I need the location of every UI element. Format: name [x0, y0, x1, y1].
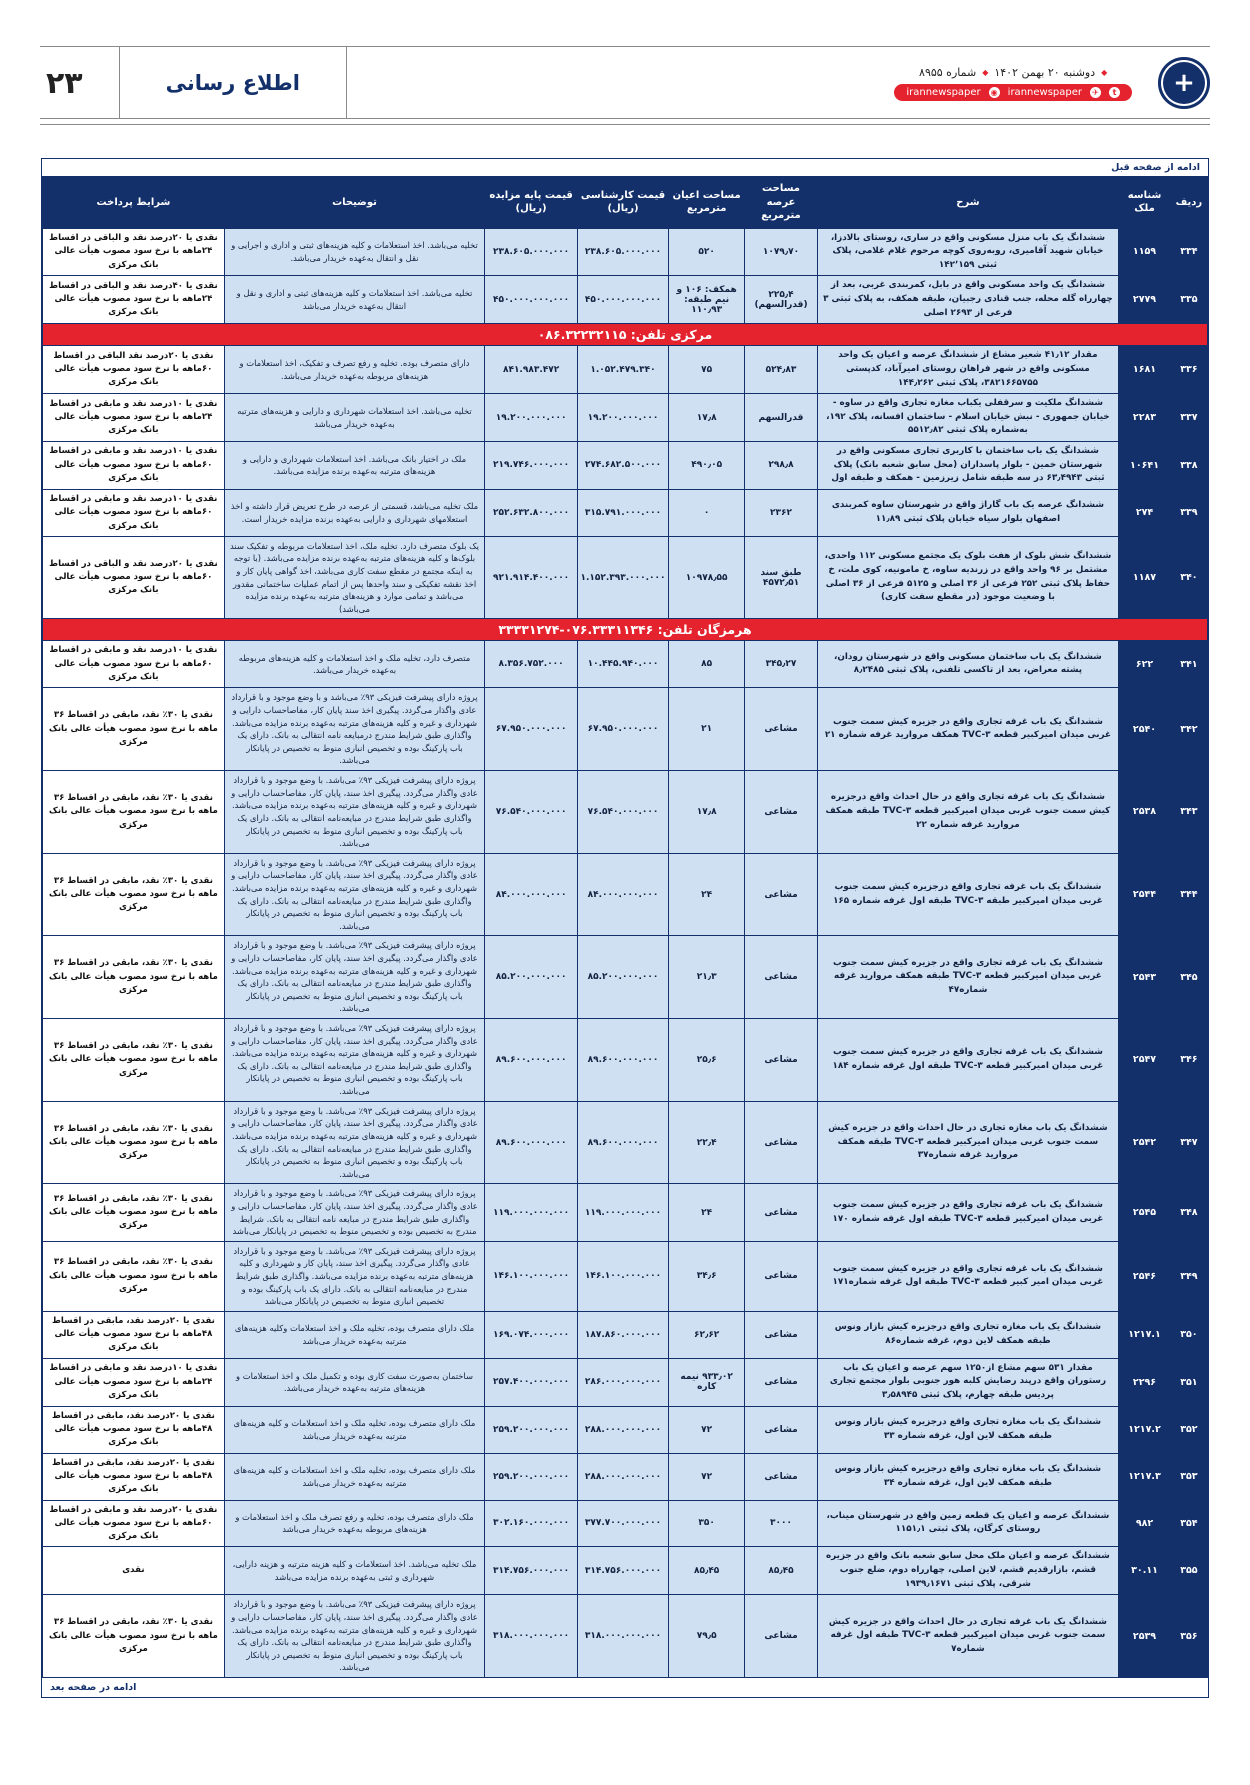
cell-radif: ۳۳۸	[1170, 442, 1207, 490]
cell-arseh: مشاعی	[745, 1358, 817, 1406]
cell-notes: متصرف دارد، تخلیه ملک و اخذ استعلامات و کلیه هزینه‌های مربوطه به‌عهده خریدار می‌باشد.	[224, 641, 484, 688]
table-row	[43, 936, 1208, 1019]
cell-desc: ششدانگ عرصه و اعیان یک قطعه زمین واقع در شهرستان میناب، روستای کرگان، پلاک ثبتی ۱۱۵۱٫۱	[817, 1500, 1119, 1547]
cell-payment: نقدی یا ۲۰درصد نقد، مابقی در اقساط ۴۸ماهه با نرخ سود مصوب هیأت عالی بانک مرکزی	[43, 1453, 225, 1500]
cell-radif: ۳۴۱	[1170, 641, 1207, 688]
cell-notes: تخلیه می‌باشد. اخذ استعلامات و کلیه هزینه‌های ثبتی و اداری و اجرایی و نقل و انتقال به‌عهده خریدار می‌باشد.	[224, 228, 484, 276]
cell-price-base: ۸۹.۶۰۰.۰۰۰.۰۰۰	[485, 1101, 578, 1184]
cell-ayan: ۲۴	[668, 853, 744, 936]
col-expert-price: قیمت کارشناسی (ریال)	[578, 177, 669, 229]
diamond-icon: ◆	[1101, 67, 1108, 77]
col-notes: توضیحات	[224, 177, 484, 229]
cell-prop-id: ۹۸۲	[1119, 1500, 1171, 1547]
table-row	[43, 1311, 1208, 1358]
cell-notes: تخلیه می‌باشد. اخذ استعلامات و کلیه هزینه‌های ثبتی و اداری و نقل و انتقال به‌عهده خریدار می‌باشد	[224, 276, 484, 324]
cell-notes: پروژه دارای پیشرفت فیزیکی ۹۳٪ می‌باشد. با وضع موجود و با قرارداد عادی واگذار می‌گردد. پیگیری اخذ سند، پایان کار، مفاصاحساب دارایی و شهرداری و غیره و کلیه هزینه‌های مترتبه به‌عهده برنده مزایده می‌باشد. واگذاری طبق شرایط مندرج در مبایعه‌نامه انتقالی به بانک. دارای یک باب پارکینگ بوده و تخصیص انباری منوط به تخصیص در پایانکار می‌باشد.	[224, 771, 484, 854]
cell-desc: ششدانگ یک باب ساختمان با کاربری تجاری مسکونی واقع در شهرستان خمین - بلوار پاسداران (محل سابق شعبه بانک) پلاک ثبتی ۶۳٫۴۹۴۳ در سه طبقه شامل زیرزمین - همکف و طبقه اول	[817, 442, 1119, 490]
cell-radif: ۳۴۲	[1170, 688, 1207, 771]
cell-desc: ششدانگ عرصه و اعیان ملک محل سابق شعبه بانک واقع در جزیره قشم، بازارقدیم قشم، لاین اصلی، چهارراه دوم، ضلع جنوب شرقی، پلاک ثبتی ۱۹۳۹٫۱۶۷۱	[817, 1547, 1119, 1595]
cell-radif: ۳۴۴	[1170, 853, 1207, 936]
cell-price-base: ۶۷.۹۵۰.۰۰۰.۰۰۰	[485, 688, 578, 771]
cell-price-expert: ۳۱۴.۷۵۶.۰۰۰.۰۰۰	[578, 1547, 669, 1595]
cell-radif: ۳۴۳	[1170, 771, 1207, 854]
cell-notes: پروژه دارای پیشرفت فیزیکی ۹۳٪ می‌باشد و با وضع موجود و با قرارداد عادی واگذار می‌گردد. پیگیری اخذ سند پایان کار، مفاصاحساب دارایی و شهرداری و غیره و کلیه هزینه‌های مترتبه به‌عهده برنده مزایده می‌باشد. واگذاری طبق شرایط مندرج درمبایعه نامه انتقالی به بانک. دارای یک باب پارکینگ بوده و تخصیص انباری منوط به تخصیص در پایانکار می‌باشد.	[224, 688, 484, 771]
cell-arseh: مشاعی	[745, 688, 817, 771]
cell-notes: ملک تخلیه می‌باشد. اخذ استعلامات و کلیه هزینه مترتبه و هزینه دارایی، شهرداری و ثبتی به‌عهده برنده مزایده می‌باشد	[224, 1547, 484, 1595]
cell-radif: ۳۴۰	[1170, 536, 1207, 619]
cell-notes: ملک دارای متصرف بوده، تخلیه و رفع تصرف ملک و اخذ استعلامات و هزینه‌های مربوطه به‌عهده خریدار می‌باشد	[224, 1500, 484, 1547]
table-row	[43, 1184, 1208, 1241]
auction-table-container	[41, 158, 1209, 1698]
cell-notes: یک بلوک متصرف دارد. تخلیه ملک، اخذ استعلامات مربوطه و تفکیک سند بلوک‌ها و کلیه هزینه‌های مترتبه به‌عهده برنده مزایده می‌باشد. (با توجه به اینکه مجتمع در مقطع سفت کاری می‌باشد، اخذ گواهی پایان کار و اخذ نقشه تفکیکی و سند واحدها پس از اتمام عملیات ساختمانی مقدور می‌باشد و تمامی موارد و هزینه‌های مترتبه به‌عهده برنده مزایده می‌باشد)	[224, 536, 484, 619]
table-header-row	[43, 177, 1208, 229]
cell-desc: ششدانگ شش بلوک از هفت بلوک یک مجتمع مسکونی ۱۱۲ واحدی، مشتمل بر ۹۶ واحد واقع در زرندیه ساوه، خ مامونیه، کوی ملت، خ حفاظ پلاک ثبتی ۲۵۲ فرعی از ۳۶ اصلی و ۵۱۲۵ فرعی از ۳۶ اصلی با وضعیت موجود (در مقطع سفت کاری)	[817, 536, 1119, 619]
cell-ayan: ۴۹۰٫۰۵	[668, 442, 744, 490]
cell-price-base: ۹۲۱.۹۱۴.۴۰۰.۰۰۰	[485, 536, 578, 619]
page-number: ۲۳	[46, 65, 83, 101]
cell-prop-id: ۱۱۸۷	[1119, 536, 1171, 619]
cell-payment: نقدی یا ۲۰درصد نقد و الباقی در اقساط ۶۰ماهه با نرخ سود مصوب هیأت عالی بانک مرکزی	[43, 536, 225, 619]
cell-arseh: ۲۳۶۲	[745, 489, 817, 536]
cell-ayan: ۱۷٫۸	[668, 771, 744, 854]
cell-prop-id: ۲۵۴۷	[1119, 1019, 1171, 1102]
cell-price-base: ۱۴۶.۱۰۰.۰۰۰.۰۰۰	[485, 1241, 578, 1311]
cell-price-expert: ۸۴.۰۰۰.۰۰۰.۰۰۰	[578, 853, 669, 936]
cell-price-base: ۷۶.۵۴۰.۰۰۰.۰۰۰	[485, 771, 578, 854]
telegram-icon: ✈	[1090, 87, 1101, 98]
cell-arseh: مشاعی	[745, 1241, 817, 1311]
iran-newspaper-logo-icon	[1158, 57, 1210, 109]
table-row	[43, 346, 1208, 394]
weekday-date: دوشنبه ۲۰ بهمن ۱۴۰۲	[994, 65, 1096, 79]
cell-price-expert: ۱۹.۲۰۰.۰۰۰.۰۰۰	[578, 394, 669, 442]
continued-next-label: ادامه در صفحه بعد	[50, 1681, 137, 1693]
cell-arseh: مشاعی	[745, 771, 817, 854]
cell-arseh: ۳۴۵٫۲۷	[745, 641, 817, 688]
cell-ayan: ۲۱	[668, 688, 744, 771]
cell-arseh: مشاعی	[745, 853, 817, 936]
cell-ayan: ۵۲۰	[668, 228, 744, 276]
cell-price-base: ۱۱۹.۰۰۰.۰۰۰.۰۰۰	[485, 1184, 578, 1241]
cell-desc: ششدانگ عرصه یک باب گاراژ واقع در شهرستان ساوه کمربندی اصفهان بلوار سیاه خیابان پلاک ثبتی ۱۱٫۸۹	[817, 489, 1119, 536]
cell-price-base: ۲۵۲.۶۳۲.۸۰۰.۰۰۰	[485, 489, 578, 536]
cell-notes: پروژه دارای پیشرفت فیزیکی ۹۳٪ می‌باشد. با وضع موجود و با قرارداد عادی واگذار می‌گردد. پیگیری اخذ سند، پایان کار، مفاصاحساب دارایی و شهرداری و غیره و کلیه هزینه‌های مترتبه به‌عهده برنده مزایده می‌باشد. واگذاری طبق شرایط مندرج در مبایعه‌نامه انتقالی به بانک. دارای یک باب پارکینگ بوده و تخصیص انباری منوط به تخصیص در پایانکار می‌باشد.	[224, 1595, 484, 1678]
cell-ayan: ۶۲٫۶۲	[668, 1311, 744, 1358]
cell-price-expert: ۱.۰۵۲.۴۷۹.۳۴۰	[578, 346, 669, 394]
table-row	[43, 641, 1208, 688]
region-phone-banner: مرکزی تلفن: ۰۸۶.۳۲۲۳۲۱۱۵	[43, 324, 1208, 346]
table-row	[43, 853, 1208, 936]
cell-desc: ششدانگ یک باب غرفه تجاری واقع درجزیره کیش سمت جنوب غربی میدان امیرکبیر طبقه TVC-۳ طبقه اول غرفه شماره ۱۶۵	[817, 853, 1119, 936]
cell-ayan: ۷۲	[668, 1406, 744, 1453]
cell-arseh: طبق سند ۴۵۷۲٫۵۱	[745, 536, 817, 619]
cell-payment: نقدی یا ۳۰٪ نقد، مابقی در اقساط ۳۶ ماهه با نرخ سود مصوب هیأت عالی بانک مرکزی	[43, 853, 225, 936]
cell-arseh: مشاعی	[745, 936, 817, 1019]
cell-desc: ششدانگ یک باب مغازه تجاری در حال احداث واقع در جزیره کیش سمت جنوب غربی میدان امیرکبیر قطعه TVC-۳ طبقه همکف مروارید غرفه شماره۳۷	[817, 1101, 1119, 1184]
cell-ayan: ۹۳۳٫۰۲ نیمه کاره	[668, 1358, 744, 1406]
cell-prop-id: ۲۵۳۹	[1119, 1595, 1171, 1678]
cell-ayan: ۳۵۰	[668, 1500, 744, 1547]
cell-notes: ملک دارای متصرف بوده، تخلیه ملک و اخذ استعلامات و کلیه هزینه‌های مترتبه به‌عهده خریدار می‌باشد	[224, 1406, 484, 1453]
col-land-area: مساحت عرصه مترمربع	[745, 177, 817, 229]
cell-notes: ملک تخلیه می‌باشد، قسمتی از عرصه در طرح تعریض قرار داشته و اخذ استعلامهای شهرداری و دارایی به‌عهده برنده مزایده خریدار است.	[224, 489, 484, 536]
cell-price-base: ۱۹.۲۰۰.۰۰۰.۰۰۰	[485, 394, 578, 442]
cell-prop-id: ۱۱۵۹	[1119, 228, 1171, 276]
table-row	[43, 442, 1208, 490]
table-row	[43, 1547, 1208, 1595]
cell-radif: ۳۴۷	[1170, 1101, 1207, 1184]
cell-ayan: ۰	[668, 489, 744, 536]
cell-price-expert: ۱۴۶.۱۰۰.۰۰۰.۰۰۰	[578, 1241, 669, 1311]
cell-radif: ۳۳۴	[1170, 228, 1207, 276]
cell-prop-id: ۳۰.۱۱	[1119, 1547, 1171, 1595]
social-handle: irannewspaper	[1007, 86, 1082, 98]
cell-payment: نقدی یا ۲۰درصد نقد، مابقی در اقساط ۴۸ماهه با نرخ سود مصوب هیأت عالی بانک مرکزی	[43, 1311, 225, 1358]
cell-prop-id: ۲۵۴۶	[1119, 1241, 1171, 1311]
col-building-area: مساحت اعیان مترمربع	[668, 177, 744, 229]
cell-radif: ۳۳۶	[1170, 346, 1207, 394]
cell-price-base: ۳۱۴.۷۵۶.۰۰۰.۰۰۰	[485, 1547, 578, 1595]
cell-price-base: ۸۹.۶۰۰.۰۰۰.۰۰۰	[485, 1019, 578, 1102]
cell-desc: ششدانگ یک باب مغازه تجاری واقع درجزیره کیش بازار ونوس طبقه همکف لاین اول، غرفه شماره ۳۴	[817, 1453, 1119, 1500]
header-divider	[40, 118, 1210, 125]
cell-payment: نقدی یا ۱۰درصد نقد و مابقی در اقساط ۶۰ماهه با نرخ سود مصوب هیأت عالی بانک مرکزی	[43, 489, 225, 536]
cell-arseh: مشاعی	[745, 1453, 817, 1500]
cell-radif: ۳۴۵	[1170, 936, 1207, 1019]
cell-payment: نقدی یا ۲۰درصد نقد و مابقی در اقساط ۶۰ماهه با نرخ سود مصوب هیأت عالی بانک مرکزی	[43, 1500, 225, 1547]
cell-ayan: ۲۵٫۶	[668, 1019, 744, 1102]
cell-price-base: ۸.۳۵۶.۷۵۲.۰۰۰	[485, 641, 578, 688]
cell-radif: ۳۵۳	[1170, 1453, 1207, 1500]
cell-ayan: همکف: ۱۰۶ و نیم طبقه: ۱۱۰٫۹۳	[668, 276, 744, 324]
cell-price-base: ۸۴.۰۰۰.۰۰۰.۰۰۰	[485, 853, 578, 936]
cell-price-expert: ۲۸۸.۰۰۰.۰۰۰.۰۰۰	[578, 1406, 669, 1453]
cell-prop-id: ۲۵۴۵	[1119, 1184, 1171, 1241]
cell-ayan: ۳۴٫۶	[668, 1241, 744, 1311]
cell-price-expert: ۱.۱۵۲.۳۹۳.۰۰۰.۰۰۰	[578, 536, 669, 619]
cell-ayan: ۲۱٫۳	[668, 936, 744, 1019]
cell-payment: نقدی یا ۲۰درصد نقد و الباقی در اقساط ۲۴ماهه با نرخ سود مصوب هیأت عالی بانک مرکزی	[43, 228, 225, 276]
cell-arseh: قدرالسهم	[745, 394, 817, 442]
col-base-price: قیمت پایه مزایده (ریال)	[485, 177, 578, 229]
cell-notes: تخلیه می‌باشد. اخذ استعلامات شهرداری و دارایی و هزینه‌های مترتبه به‌عهده خریدار می‌باشد	[224, 394, 484, 442]
section-title: اطلاع رسانی	[165, 71, 300, 95]
table-row	[43, 1453, 1208, 1500]
cell-notes: پروژه دارای پیشرفت فیزیکی ۹۳٪ می‌باشد. با وضع موجود و با قرارداد عادی واگذار می‌گردد. پیگیری اخذ سند، پایان کار، مفاصاحساب دارایی و شهرداری و غیره و کلیه هزینه‌های مترتبه به‌عهده برنده مزایده می‌باشد. واگذاری طبق شرایط مندرج در مبایعه‌نامه انتقالی به بانک. دارای یک باب پارکینگ بوده و تخصیص انباری منوط به تخصیص در پایانکار می‌باشد.	[224, 853, 484, 936]
cell-price-base: ۲۱۹.۷۴۶.۰۰۰.۰۰۰	[485, 442, 578, 490]
table-row	[43, 771, 1208, 854]
cell-notes: پروژه دارای پیشرفت فیزیکی ۹۳٪ می‌باشد. با وضع موجود و با قرارداد عادی واگذار می‌گردد. پیگیری اخذ سند، پایان کار، مفاصاحساب دارایی و شهرداری و غیره و کلیه هزینه‌های مترتبه به‌عهده برنده مزایده می‌باشد. واگذاری طبق شرایط مندرج در مبایعه‌نامه انتقالی به بانک. دارای یک باب پارکینگ بوده و تخصیص انباری منوط به تخصیص در پایانکار می‌باشد.	[224, 1019, 484, 1102]
cell-desc: ششدانگ یک باب ساختمان مسکونی واقع در شهرستان رودان، پشته معراض، بعد از تاکسی تلفنی، پلاک ثبتی ۸٫۲۴۸۵	[817, 641, 1119, 688]
cell-prop-id: ۲۵۴۰	[1119, 688, 1171, 771]
table-row	[43, 1358, 1208, 1406]
cell-price-base: ۸۴۱.۹۸۳.۴۷۲	[485, 346, 578, 394]
cell-radif: ۳۵۶	[1170, 1595, 1207, 1678]
cell-prop-id: ۲۷۷۹	[1119, 276, 1171, 324]
cell-price-expert: ۲۳۸.۶۰۵.۰۰۰.۰۰۰	[578, 228, 669, 276]
cell-arseh: ۱۰۷۹٫۷۰	[745, 228, 817, 276]
table-row	[43, 1500, 1208, 1547]
cell-desc: ششدانگ یک باب غرفه تجاری در حال احداث واقع در جزیره کیش سمت جنوب غربی میدان امیرکبیر قطعه TVC-۳ طبقه اول غرفه شماره۷	[817, 1595, 1119, 1678]
cell-price-base: ۳۱۸.۰۰۰.۰۰۰.۰۰۰	[485, 1595, 578, 1678]
twitter-icon: t	[1109, 87, 1120, 98]
cell-radif: ۳۵۵	[1170, 1547, 1207, 1595]
cell-price-base: ۴۵۰.۰۰۰.۰۰۰.۰۰۰	[485, 276, 578, 324]
cell-desc: ششدانگ یک باب مغازه تجاری واقع درجزیره کیش بازار ونوس طبقه همکف لاین اول، غرفه شماره ۳۳	[817, 1406, 1119, 1453]
cell-notes: پروژه دارای پیشرفت فیزیکی ۹۳٪ می‌باشد. با وضع موجود و با قرارداد عادی واگذار می‌گردد. پیگیری اخذ سند، پایان کار، مفاصاحساب دارایی و شهرداری و غیره و کلیه هزینه‌های مترتبه به‌عهده برنده مزایده می‌باشد. واگذاری طبق شرایط مندرج در مبایعه‌نامه انتقالی به بانک. دارای یک باب پارکینگ بوده و تخصیص انباری منوط به تخصیص در پایانکار می‌باشد.	[224, 1101, 484, 1184]
col-payment-terms: شرایط پرداخت	[43, 177, 225, 229]
cell-price-base: ۱۶۹.۰۷۴.۰۰۰.۰۰۰	[485, 1311, 578, 1358]
cell-payment: نقدی یا ۳۰٪ نقد، مابقی در اقساط ۳۶ ماهه با نرخ سود مصوب هیأت عالی بانک مرکزی	[43, 1595, 225, 1678]
cell-desc: ششدانگ یک باب غرفه تجاری واقع در حال احداث واقع درجزیره کیش سمت جنوب غربی میدان امیرکبیر قطعه TVC-۳ طبقه همکف مروارید غرفه شماره ۲۲	[817, 771, 1119, 854]
cell-price-base: ۲۳۸.۶۰۵.۰۰۰.۰۰۰	[485, 228, 578, 276]
cell-desc: ششدانگ یک باب غرفه تجاری واقع در جزیره کیش سمت جنوب غربی میدان امیر کبیر قطعه TVC-۳ طبقه اول غرفه شماره۱۷۱	[817, 1241, 1119, 1311]
cell-price-expert: ۸۵.۲۰۰.۰۰۰.۰۰۰	[578, 936, 669, 1019]
cell-ayan: ۲۲٫۴	[668, 1101, 744, 1184]
cell-prop-id: ۱۰۶۴۱	[1119, 442, 1171, 490]
cell-desc: ششدانگ یک باب منزل مسکونی واقع در ساری، روستای بالادزا، خیابان شهید آقامیری، روبه‌روی کوچه مرحوم غلام غلامی، پلاک ثبتی ۱۴۲٬۱۵۹	[817, 228, 1119, 276]
cell-arseh: مشاعی	[745, 1406, 817, 1453]
cell-radif: ۳۳۷	[1170, 394, 1207, 442]
cell-price-expert: ۱۱۹.۰۰۰.۰۰۰.۰۰۰	[578, 1184, 669, 1241]
date-social-block	[894, 66, 1132, 101]
social-handle: irannewspaper	[906, 86, 981, 98]
cell-ayan: ۷۹٫۵	[668, 1595, 744, 1678]
cell-arseh: ۲۹۸٫۸	[745, 442, 817, 490]
cell-payment: نقدی یا ۳۰٪ نقد، مابقی در اقساط ۳۶ ماهه با نرخ سود مصوب هیأت عالی بانک مرکزی	[43, 771, 225, 854]
cell-notes: ملک در اختیار بانک می‌باشد. اخذ استعلامات شهرداری و دارایی و هزینه‌های مترتبه به‌عهده برنده مزایده می‌باشد.	[224, 442, 484, 490]
cell-notes: ملک دارای متصرف بوده، تخلیه ملک و اخذ استعلامات وکلیه هزینه‌های مترتبه به‌عهده خریدار می‌باشد	[224, 1311, 484, 1358]
cell-price-expert: ۳۱۵.۷۹۱.۰۰۰.۰۰۰	[578, 489, 669, 536]
cell-radif: ۳۴۶	[1170, 1019, 1207, 1102]
cell-payment: نقدی یا ۳۰٪ نقد، مابقی در اقساط ۳۶ ماهه با نرخ سود مصوب هیأت عالی بانک مرکزی	[43, 936, 225, 1019]
cell-desc: ششدانگ ملکیت و سرقفلی یکباب مغازه تجاری واقع در ساوه - خیابان جمهوری - نبش خیابان اسلام - ساختمان افسانه، پلاک ۱۹۲، به‌شماره پلاک ثبتی ۵۵۱۲٫۸۲	[817, 394, 1119, 442]
cell-prop-id: ۶۲۲	[1119, 641, 1171, 688]
cell-arseh: ۳۰۰۰	[745, 1500, 817, 1547]
cell-arseh: ۸۵٫۴۵	[745, 1547, 817, 1595]
cell-arseh: مشاعی	[745, 1311, 817, 1358]
dateline	[919, 66, 1107, 79]
cell-price-expert: ۶۷.۹۵۰.۰۰۰.۰۰۰	[578, 688, 669, 771]
table-row	[43, 1595, 1208, 1678]
table-row	[43, 394, 1208, 442]
region-phone-banner-row	[43, 619, 1208, 641]
cell-prop-id: ۲۲۹۶	[1119, 1358, 1171, 1406]
cell-radif: ۳۴۹	[1170, 1241, 1207, 1311]
cell-prop-id: ۱۲۱۷.۲	[1119, 1406, 1171, 1453]
cell-payment: نقدی یا ۳۰٪ نقد، مابقی در اقساط ۳۶ ماهه با نرخ سود مصوب هیأت عالی بانک مرکزی	[43, 1241, 225, 1311]
cell-payment: نقدی یا ۲۰درصد نقد الباقی در اقساط ۶۰ماهه با نرخ سود مصوب هیأت عالی بانک مرکزی	[43, 346, 225, 394]
cell-price-expert: ۱۰.۴۴۵.۹۴۰.۰۰۰	[578, 641, 669, 688]
cell-arseh: ۲۲۵٫۴ (قدرالسهم)	[745, 276, 817, 324]
cell-price-base: ۸۵.۲۰۰.۰۰۰.۰۰۰	[485, 936, 578, 1019]
cell-desc: ششدانگ یک باب غرفه تجاری واقع در جزیره کیش سمت جنوب غربی میدان امیرکبیر قطعه TVC-۳ همکف مروارید غرفه شماره ۲۱	[817, 688, 1119, 771]
cell-prop-id: ۲۷۴	[1119, 489, 1171, 536]
cell-radif: ۳۴۸	[1170, 1184, 1207, 1241]
cell-radif: ۳۳۵	[1170, 276, 1207, 324]
cell-notes: پروژه دارای پیشرفت فیزیکی ۹۳٪ می‌باشد. با وضع موجود و با قرارداد عادی واگذار می‌گردد. پیگیری اخذ سند، پایان کار و شهرداری و کلیه هزینه‌های مترتبه به‌عهده برنده مزایده می‌باشد. واگذاری طبق شرایط مندرج در مبایعه‌نامه انتقالی به بانک. دارای یک باب پارکینگ بوده و تخصیص انباری منوط به تخصیص در پایانکار می‌باشد	[224, 1241, 484, 1311]
cell-radif: ۳۵۴	[1170, 1500, 1207, 1547]
cell-price-expert: ۳۱۸.۰۰۰.۰۰۰.۰۰۰	[578, 1595, 669, 1678]
col-property-id: شناسه ملک	[1119, 177, 1171, 229]
cell-price-expert: ۲۸۸.۰۰۰.۰۰۰.۰۰۰	[578, 1453, 669, 1500]
cell-payment: نقدی یا ۱۰درصد نقد و مابقی در اقساط ۶۰ماهه با نرخ سود مصوب هیأت عالی بانک مرکزی	[43, 641, 225, 688]
table-row	[43, 1241, 1208, 1311]
col-row-number: ردیف	[1170, 177, 1207, 229]
issue-number: شماره ۸۹۵۵	[919, 65, 977, 79]
cell-desc: مقدار ۵۳۱ سهم مشاع از۱۲۵۰ سهم عرصه و اعیان یک باب رستوران واقع درپند رضایش کلبه هور جنوبی بلوار مجتمع تجاری پردیس طبقه چهارم، پلاک ثبتی ۳٫۵۸۹۴۵	[817, 1358, 1119, 1406]
cell-payment: نقدی یا ۳۰٪ نقد، مابقی در اقساط ۳۶ ماهه با نرخ سود مصوب هیأت عالی بانک مرکزی	[43, 688, 225, 771]
cell-payment: نقدی یا ۱۰درصد نقد و مابقی در اقساط ۶۰ماهه با نرخ سود مصوب هیأت عالی بانک مرکزی	[43, 442, 225, 490]
cell-price-expert: ۱۸۷.۸۶۰.۰۰۰.۰۰۰	[578, 1311, 669, 1358]
cell-arseh: ۵۲۴٫۸۳	[745, 346, 817, 394]
table-row	[43, 1406, 1208, 1453]
continued-from-label: ادامه از صفحه قبل	[1111, 162, 1200, 173]
cell-prop-id: ۲۵۳۸	[1119, 771, 1171, 854]
cell-notes: ملک دارای متصرف بوده، تخلیه ملک و اخذ استعلامات و کلیه هزینه‌های مترتبه به‌عهده خریدار می‌باشد	[224, 1453, 484, 1500]
cell-price-base: ۲۵۹.۲۰۰.۰۰۰.۰۰۰	[485, 1406, 578, 1453]
col-description: شرح	[817, 177, 1119, 229]
cell-payment: نقدی یا ۱۰درصد نقد و مابقی در اقساط ۲۴ماهه با نرخ سود مصوب هیأت عالی بانک مرکزی	[43, 394, 225, 442]
cell-payment: نقدی یا ۲۰درصد نقد، مابقی در اقساط ۴۸ماهه با نرخ سود مصوب هیأت عالی بانک مرکزی	[43, 1406, 225, 1453]
cell-ayan: ۸۵	[668, 641, 744, 688]
cell-price-expert: ۲۸۶.۰۰۰.۰۰۰.۰۰۰	[578, 1358, 669, 1406]
cell-price-base: ۲۵۷.۴۰۰.۰۰۰.۰۰۰	[485, 1358, 578, 1406]
cell-payment: نقدی یا ۳۰٪ نقد، مابقی در اقساط ۳۶ ماهه با نرخ سود مصوب هیأت عالی بانک مرکزی	[43, 1184, 225, 1241]
cell-radif: ۳۵۰	[1170, 1311, 1207, 1358]
cell-ayan: ۸۵٫۴۵	[668, 1547, 744, 1595]
cell-desc: ششدانگ یک باب مغازه تجاری واقع درجزیره کیش بازار ونوس طبقه همکف لاین دوم، غرفه شماره۸۶	[817, 1311, 1119, 1358]
cell-radif: ۳۵۱	[1170, 1358, 1207, 1406]
social-bar	[894, 84, 1132, 101]
cell-arseh: مشاعی	[745, 1184, 817, 1241]
cell-price-expert: ۸۹.۶۰۰.۰۰۰.۰۰۰	[578, 1101, 669, 1184]
cell-payment: نقدی یا ۴۰درصد نقد و الباقی در اقساط ۲۴ماهه با نرخ سود مصوب هیأت عالی بانک مرکزی	[43, 276, 225, 324]
cell-price-base: ۲۵۹.۲۰۰.۰۰۰.۰۰۰	[485, 1453, 578, 1500]
logo-glyph: +	[1173, 68, 1195, 98]
cell-notes: پروژه دارای پیشرفت فیزیکی ۹۳٪ می‌باشد. با وضع موجود و با قرارداد عادی واگذار می‌گردد. پیگیری اخذ سند، پایان کار، مفاصاحساب دارایی و واگذاری طبق شرایط مندرج در مبایعه نامه انتقالی به بانک. شرایط مندرج به تخصیص بوده و تخصیص منوط به تخصیص در پایانکار می‌باشد	[224, 1184, 484, 1241]
cell-ayan: ۱۷٫۸	[668, 394, 744, 442]
table-row	[43, 1019, 1208, 1102]
cell-radif: ۳۳۹	[1170, 489, 1207, 536]
cell-ayan: ۱۰۹۷۸٫۵۵	[668, 536, 744, 619]
cell-price-expert: ۲۷۴.۶۸۲.۵۰۰.۰۰۰	[578, 442, 669, 490]
cell-payment: نقدی یا ۱۰درصد نقد و مابقی در اقساط ۲۴ماهه با نرخ سود مصوب هیأت عالی بانک مرکزی	[43, 1358, 225, 1406]
cell-price-expert: ۷۶.۵۴۰.۰۰۰.۰۰۰	[578, 771, 669, 854]
table-row	[43, 489, 1208, 536]
cell-payment: نقدی یا ۳۰٪ نقد، مابقی در اقساط ۳۶ ماهه با نرخ سود مصوب هیأت عالی بانک مرکزی	[43, 1101, 225, 1184]
table-row	[43, 1101, 1208, 1184]
cell-desc: مقدار ۴۱٫۱۲ شعیر مشاع از ششدانگ عرصه و اعیان یک واحد مسکونی واقع در شهر فراهان روستای امیرآباد، کدپستی ۳۸۲۱۶۶۵۷۵۵، پلاک ثبتی ۱۴۴٫۲۶۲	[817, 346, 1119, 394]
table-row	[43, 228, 1208, 276]
cell-notes: دارای متصرف بوده. تخلیه و رفع تصرف و تفکیک، اخذ استعلامات و هزینه‌های مربوطه به‌عهده خریدار می‌باشد.	[224, 346, 484, 394]
cell-arseh: مشاعی	[745, 1019, 817, 1102]
cell-prop-id: ۱۶۸۱	[1119, 346, 1171, 394]
auction-table	[42, 176, 1208, 1678]
cell-prop-id: ۱۲۱۷.۱	[1119, 1311, 1171, 1358]
cell-price-expert: ۳۷۷.۷۰۰.۰۰۰.۰۰۰	[578, 1500, 669, 1547]
cell-prop-id: ۱۲۱۷.۳	[1119, 1453, 1171, 1500]
instagram-icon: ◉	[989, 87, 1000, 98]
cell-notes: پروژه دارای پیشرفت فیزیکی ۹۳٪ می‌باشد. با وضع موجود و با قرارداد عادی واگذار می‌گردد. پیگیری اخذ سند، پایان کار، مفاصاحساب دارایی و شهرداری و غیره و کلیه هزینه‌های مترتبه به‌عهده برنده مزایده می‌باشد. واگذاری طبق شرایط مندرج در مبایعه‌نامه انتقالی به بانک. دارای یک باب پارکینگ بوده و تخصیص انباری منوط به تخصیص در پایانکار می‌باشد.	[224, 936, 484, 1019]
region-phone-banner-row	[43, 324, 1208, 346]
cell-desc: ششدانگ یک باب غرفه تجاری واقع در جزیره کیش سمت جنوب غربی میدان امیرکبیر قطعه TVC-۳ طبقه اول غرفه شماره ۱۸۴	[817, 1019, 1119, 1102]
cell-payment: نقدی	[43, 1547, 225, 1595]
table-row	[43, 276, 1208, 324]
cell-ayan: ۷۵	[668, 346, 744, 394]
section-title-box	[119, 47, 347, 119]
cell-price-base: ۳۰۲.۱۶۰.۰۰۰.۰۰۰	[485, 1500, 578, 1547]
cell-payment: نقدی یا ۳۰٪ نقد، مابقی در اقساط ۳۶ ماهه با نرخ سود مصوب هیأت عالی بانک مرکزی	[43, 1019, 225, 1102]
cell-price-expert: ۴۵۰.۰۰۰.۰۰۰.۰۰۰	[578, 276, 669, 324]
cell-desc: ششدانگ یک باب غرفه تجاری واقع در جزیره کیش سمت جنوب غربی میدان امیرکبیر قطعه TVC-۳ طبقه همکف مروارید غرفه شماره۴۷	[817, 936, 1119, 1019]
cell-prop-id: ۲۲۸۳	[1119, 394, 1171, 442]
table-row	[43, 536, 1208, 619]
cell-arseh: مشاعی	[745, 1595, 817, 1678]
cell-notes: ساختمان به‌صورت سفت کاری بوده و تکمیل ملک و اخذ استعلامات و هزینه‌های مترتبه به‌عهده خریدار می‌باشد.	[224, 1358, 484, 1406]
cell-desc: ششدانگ یک واحد مسکونی واقع در بابل، کمربندی غربی، بعد از چهارراه گله محله، جنب قنادی رجبیان، طبقه همکف، به پلاک ثبتی ۳ فرعی از ۲۶۹۳ اصلی	[817, 276, 1119, 324]
diamond-icon: ◆	[982, 67, 989, 77]
cell-arseh: مشاعی	[745, 1101, 817, 1184]
table-row	[43, 688, 1208, 771]
cell-prop-id: ۲۵۴۲	[1119, 1101, 1171, 1184]
cell-ayan: ۷۲	[668, 1453, 744, 1500]
cell-ayan: ۲۴	[668, 1184, 744, 1241]
cell-prop-id: ۲۵۴۳	[1119, 936, 1171, 1019]
region-phone-banner: هرمزگان تلفن: ۰۷۶.۳۳۳۱۱۳۴۶-۳۳۳۳۱۲۷۴	[43, 619, 1208, 641]
cell-desc: ششدانگ یک باب غرفه تجاری واقع در جزیره کیش سمت جنوب غربی میدان امیرکبیر قطعه TVC-۳ طبقه اول غرفه شماره ۱۷۰	[817, 1184, 1119, 1241]
cell-prop-id: ۲۵۴۴	[1119, 853, 1171, 936]
cell-price-expert: ۸۹.۶۰۰.۰۰۰.۰۰۰	[578, 1019, 669, 1102]
masthead	[40, 46, 1210, 119]
cell-radif: ۳۵۲	[1170, 1406, 1207, 1453]
